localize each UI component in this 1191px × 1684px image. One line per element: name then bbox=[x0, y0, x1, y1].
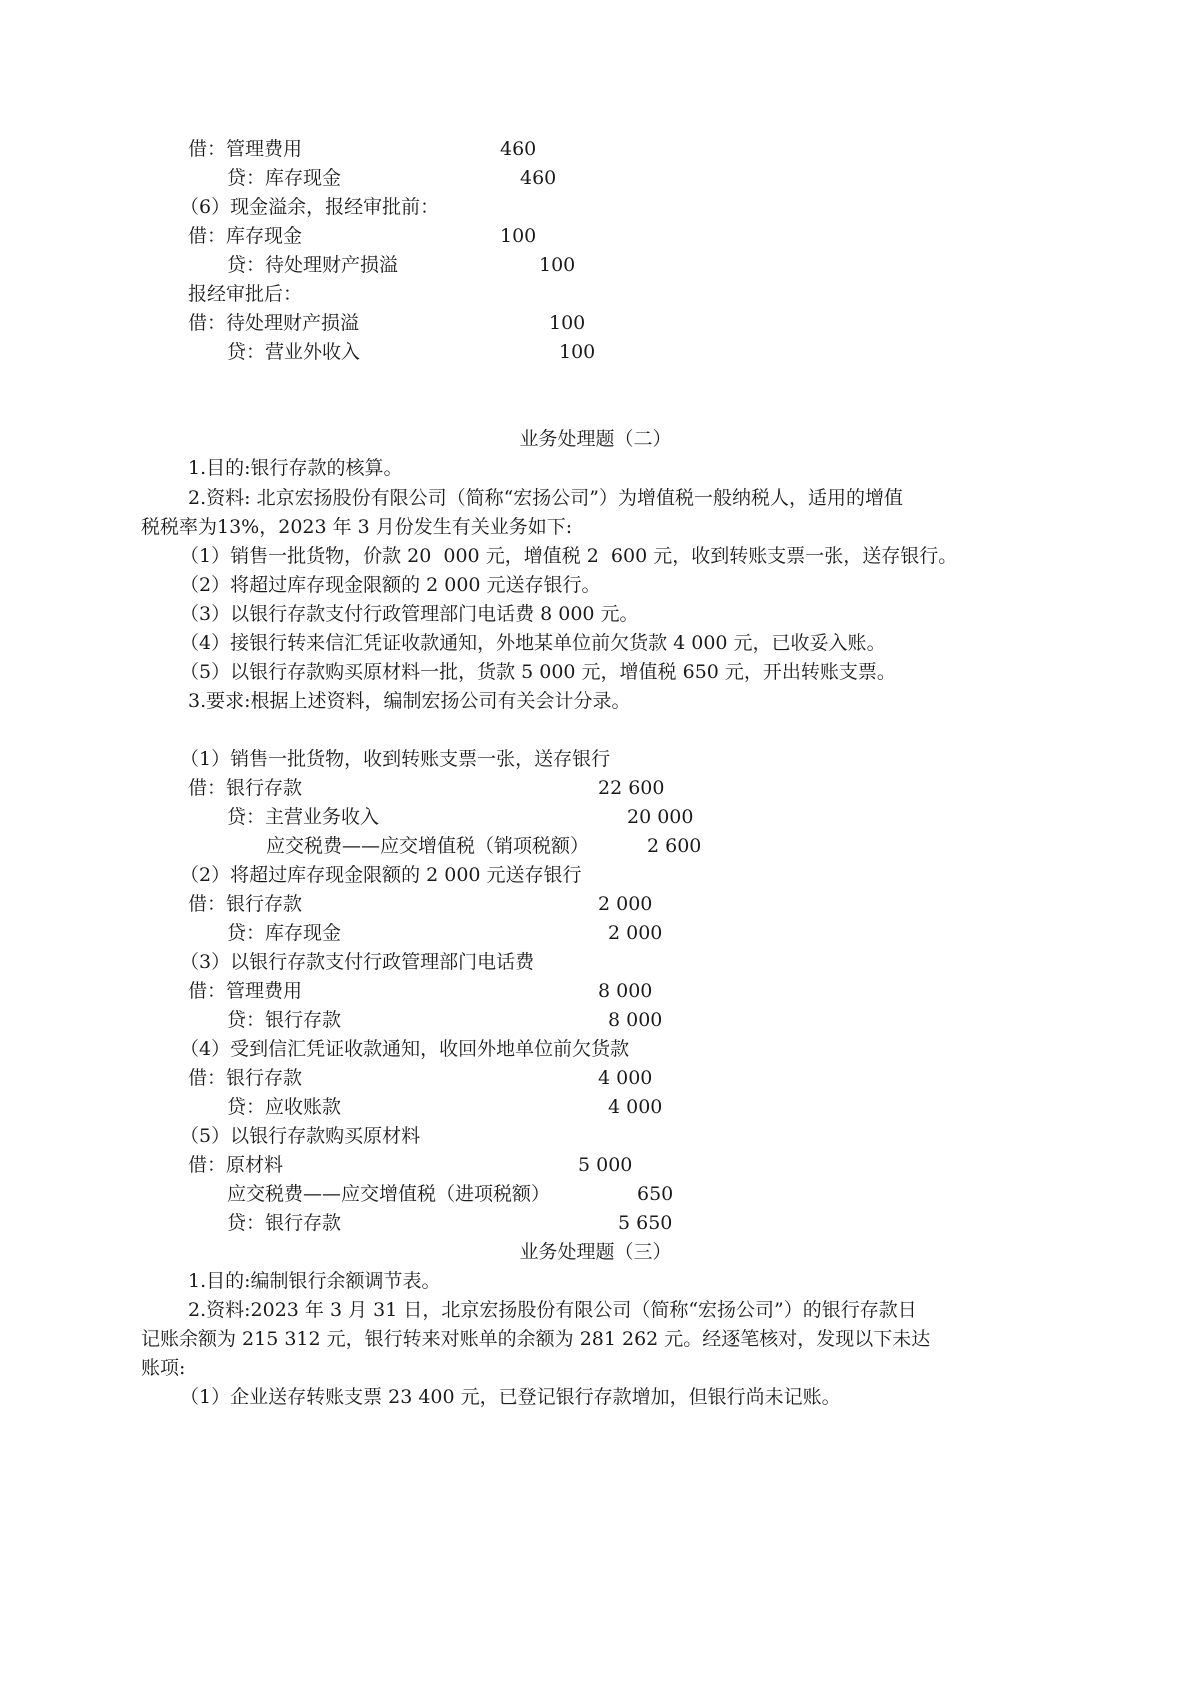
entry-amount: 5 000 bbox=[578, 1154, 633, 1176]
section-title: 业务处理题（三） bbox=[519, 1241, 672, 1263]
entry-amount: 4 000 bbox=[608, 1096, 663, 1118]
entry-credit: 贷：待处理财产损溢 bbox=[227, 254, 399, 276]
entry-amount: 5 650 bbox=[618, 1212, 673, 1234]
list-item: （4）接银行转来信汇凭证收款通知，外地某单位前欠货款 4 000 元，已收妥入账。 bbox=[180, 632, 886, 654]
entry-debit: 借：管理费用 bbox=[188, 980, 303, 1002]
entry-amount: 2 000 bbox=[598, 893, 653, 915]
entry-amount: 2 000 bbox=[608, 922, 663, 944]
entry-amount: 4 000 bbox=[598, 1067, 653, 1089]
sub-heading: 报经审批后： bbox=[188, 283, 303, 305]
list-item: （2）将超过库存现金限额的 2 000 元送存银行。 bbox=[180, 574, 601, 596]
sub-heading: （2）将超过库存现金限额的 2 000 元送存银行 bbox=[180, 864, 582, 886]
entry-credit: 贷：银行存款 bbox=[227, 1212, 342, 1234]
entry-amount: 460 bbox=[500, 138, 537, 160]
list-item: （3）以银行存款支付行政管理部门电话费 8 000 元。 bbox=[180, 603, 639, 625]
entry-amount: 8 000 bbox=[608, 1009, 663, 1031]
paragraph: 2.资料: 北京宏扬股份有限公司（简称“宏扬公司”）为增值税一般纳税人，适用的增值 bbox=[188, 487, 903, 509]
entry-amount: 100 bbox=[500, 225, 537, 247]
entry-amount: 20 000 bbox=[627, 806, 694, 828]
paragraph: 2.资料:2023 年 3 月 31 日，北京宏扬股份有限公司（简称“宏扬公司”）的银行存款日 bbox=[188, 1299, 917, 1321]
entry-debit: 应交税费——应交增值税（进项税额） bbox=[227, 1183, 551, 1205]
list-item: （5）以银行存款购买原材料一批，货款 5 000 元，增值税 650 元，开出转账支票。 bbox=[180, 661, 896, 683]
entry-amount: 100 bbox=[549, 312, 586, 334]
paragraph: 记账余额为 215 312 元，银行转来对账单的余额为 281 262 元。经逐笔核对，发现以下未达 bbox=[141, 1328, 931, 1350]
entry-debit: 借：银行存款 bbox=[188, 1067, 303, 1089]
entry-debit: 借：银行存款 bbox=[188, 777, 303, 799]
paragraph: 1.目的:银行存款的核算。 bbox=[188, 457, 403, 479]
entry-credit: 贷：主营业务收入 bbox=[227, 806, 380, 828]
entry-debit: 借：待处理财产损溢 bbox=[188, 312, 360, 334]
entry-debit: 借：管理费用 bbox=[188, 138, 303, 160]
section-title: 业务处理题（二） bbox=[519, 428, 672, 450]
entry-credit: 贷：库存现金 bbox=[227, 167, 342, 189]
entry-amount: 100 bbox=[539, 254, 576, 276]
entry-credit: 贷：应收账款 bbox=[227, 1096, 342, 1118]
sub-heading: （3）以银行存款支付行政管理部门电话费 bbox=[180, 951, 535, 973]
entry-credit: 贷：库存现金 bbox=[227, 922, 342, 944]
sub-heading: （6）现金溢余，报经审批前： bbox=[180, 196, 440, 218]
sub-heading: （4）受到信汇凭证收款通知，收回外地单位前欠货款 bbox=[180, 1038, 630, 1060]
sub-heading: （5）以银行存款购买原材料 bbox=[180, 1125, 421, 1147]
entry-amount: 100 bbox=[559, 341, 596, 363]
entry-amount: 2 600 bbox=[647, 835, 702, 857]
entry-debit: 借：原材料 bbox=[188, 1154, 284, 1176]
sub-heading: （1）销售一批货物，收到转账支票一张，送存银行 bbox=[180, 748, 611, 770]
paragraph: 税税率为13%，2023 年 3 月份发生有关业务如下: bbox=[141, 516, 573, 538]
paragraph: 账项: bbox=[141, 1357, 186, 1379]
entry-credit: 贷：营业外收入 bbox=[227, 341, 361, 363]
paragraph: 3.要求:根据上述资料，编制宏扬公司有关会计分录。 bbox=[188, 690, 631, 712]
list-item: （1）销售一批货物，价款 20 000 元，增值税 2 600 元，收到转账支票一张，送存银行。 bbox=[180, 545, 958, 567]
entry-credit: 应交税费——应交增值税（销项税额） bbox=[266, 835, 590, 857]
entry-credit: 贷：银行存款 bbox=[227, 1009, 342, 1031]
entry-amount: 650 bbox=[637, 1183, 674, 1205]
paragraph: 1.目的:编制银行余额调节表。 bbox=[188, 1270, 441, 1292]
entry-amount: 22 600 bbox=[598, 777, 665, 799]
entry-debit: 借：库存现金 bbox=[188, 225, 303, 247]
entry-amount: 8 000 bbox=[598, 980, 653, 1002]
entry-debit: 借：银行存款 bbox=[188, 893, 303, 915]
list-item: （1）企业送存转账支票 23 400 元，已登记银行存款增加，但银行尚未记账。 bbox=[180, 1386, 841, 1408]
entry-amount: 460 bbox=[520, 167, 557, 189]
